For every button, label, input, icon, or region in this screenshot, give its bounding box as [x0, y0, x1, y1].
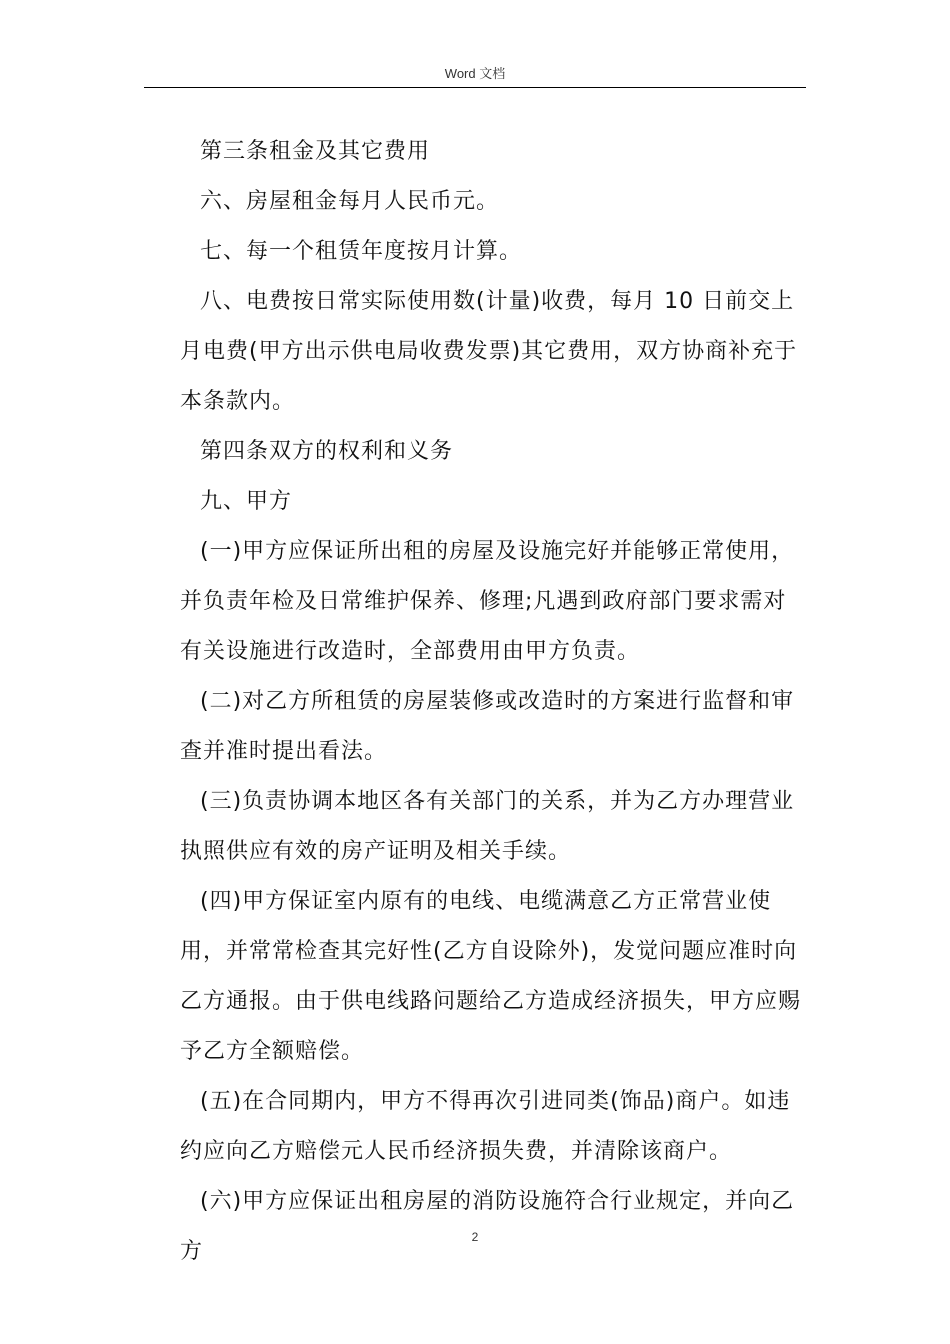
sub-clause-2: (二)对乙方所租赁的房屋装修或改造时的方案进行监督和审查并准时提出看法。 — [180, 689, 795, 764]
clause-8: 八、电费按日常实际使用数(计量)收费，每月 10 日前交上月电费(甲方出示供电局收费发票)其它费用，双方协商补充于本条款内。 — [180, 289, 798, 414]
clause-7: 七、每一个租赁年度按月计算。 — [200, 239, 523, 264]
section-heading-4: 第四条双方的权利和义务 — [200, 439, 454, 464]
section-heading-3: 第三条租金及其它费用 — [200, 139, 431, 164]
clause-6: 六、房屋租金每月人民币元。 — [200, 189, 500, 214]
header-divider — [144, 87, 806, 88]
document-header: Word 文档 — [444, 66, 506, 81]
clause-9: 九、甲方 — [200, 489, 293, 514]
sub-clause-5: (五)在合同期内，甲方不得再次引进同类(饰品)商户。如违约应向乙方赔偿元人民币经济损失费，并清除该商户。 — [180, 1089, 791, 1164]
sub-clause-1: (一)甲方应保证所出租的房屋及设施完好并能够正常使用，并负责年检及日常维护保养、修理;凡遇到政府部门要求需对有关设施进行改造时，全部费用由甲方负责。 — [180, 539, 795, 664]
sub-clause-3: (三)负责协调本地区各有关部门的关系，并为乙方办理营业执照供应有效的房产证明及相关手续。 — [180, 789, 795, 864]
sub-clause-4: (四)甲方保证室内原有的电线、电缆满意乙方正常营业使用，并常常检查其完好性(乙方自设除外)，发觉问题应准时向乙方通报。由于供电线路问题给乙方造成经济损失，甲方应赐予乙方全额赔偿。 — [180, 889, 802, 1064]
document-body — [180, 127, 808, 1277]
page-number: 2 — [471, 1230, 479, 1244]
sub-clause-6: (六)甲方应保证出租房屋的消防设施符合行业规定，并向乙方 — [180, 1189, 795, 1264]
